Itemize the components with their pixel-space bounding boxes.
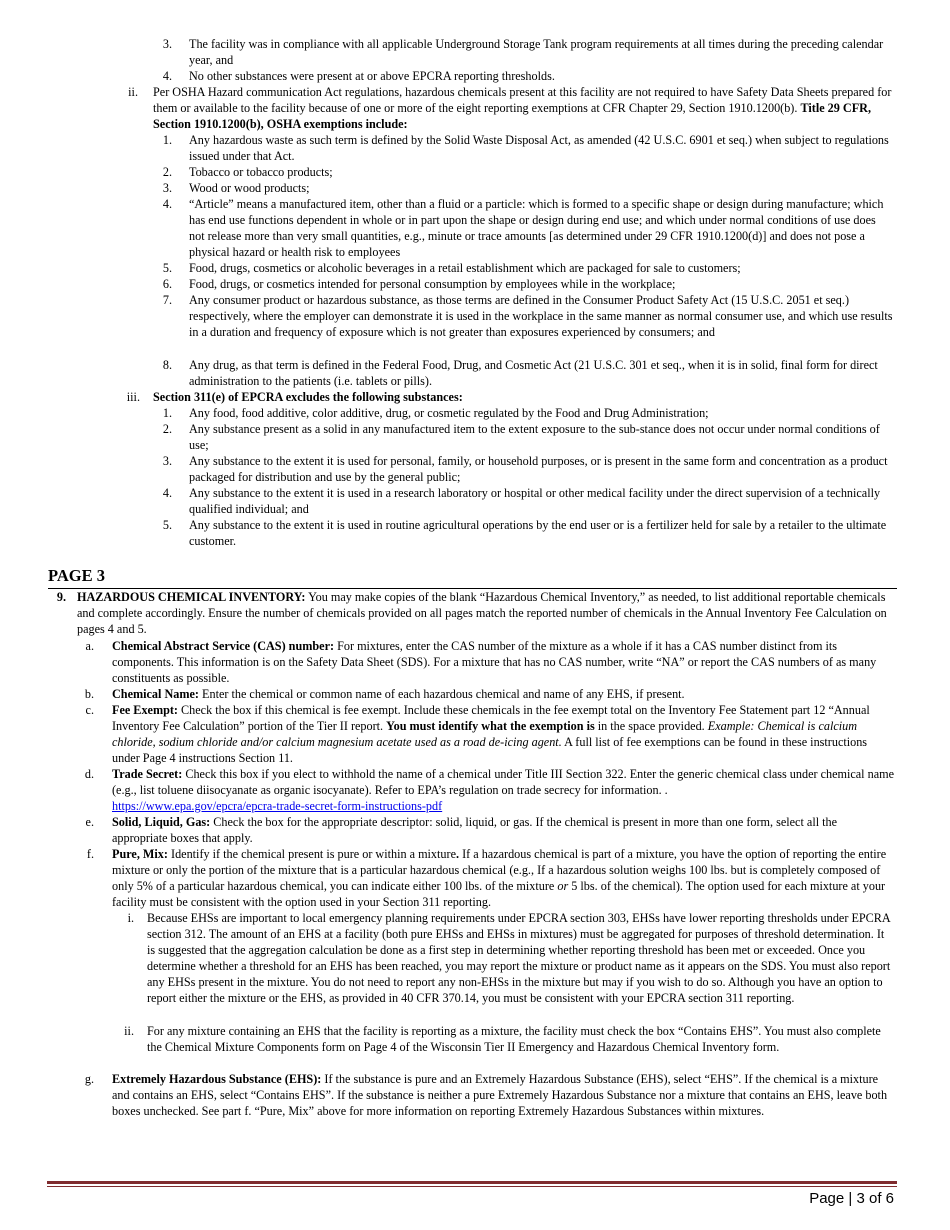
section-9-intro: HAZARDOUS CHEMICAL INVENTORY: You may make copies of the blank “Hazardous Chemical Inventory,” as needed, to list additional reportable chemicals and complete accordingly. Ensure the number of chemicals provided on all pages match the reported number of chemicals in the Annual Inventory Fee Calculation on pages 4 and 5.	[77, 590, 887, 636]
footer-divider-thick	[47, 1181, 897, 1184]
list-number: 3.	[162, 181, 172, 195]
list-number: 3.	[162, 37, 172, 51]
list-number: 2.	[162, 165, 172, 179]
list-letter: g.	[84, 1072, 94, 1086]
item-pure-mix: Pure, Mix: Identify if the chemical present is pure or within a mixture. If a hazardous chemical is part of a mixture, you have the option of reporting the entire mixture or only the portion of the mixture that is a particular hazardous chemical (e.g., If a hazardous solution weighs 100 lbs. but is completely composed of only 5% of a particular hazardous chemical, you can indicate either 100 lbs. of the mixture or 5 lbs. of the chemical). The option used for each mixture at your facility must be consistent with the option used in your Section 311 reporting.	[112, 847, 887, 909]
osha-exemption-item: Any hazardous waste as such term is defined by the Solid Waste Disposal Act, as amended (42 U.S.C. 6901 et seq.) when subject to regulations issued under that Act.	[189, 133, 889, 163]
pure-mix-contains-ehs: For any mixture containing an EHS that the facility is reporting as a mixture, the facility must check the box “Contains EHS”. You must also complete the Chemical Mixture Components form on Page 4 of the Wisconsin Tier II Emergency and Hazardous Chemical Inventory form.	[147, 1024, 881, 1054]
osha-exemption-item: “Article” means a manufactured item, other than a fluid or a particle: which is formed to a specific shape or design during manufacture; which has end use functions dependent in whole or in part upon the shape or design during end use; and which under normal conditions of use does not release more than very small quantities, e.g., minute or trace amounts [as determined under 29 CFR 1910.1200(d)] and does not pose a physical hazard or health risk to employees	[189, 197, 884, 259]
item-fee-exempt: Fee Exempt: Check the box if this chemical is fee exempt. Include these chemicals in the fee exempt total on the Inventory Fee Statement part 12 “Annual Inventory Fee Calculation” portion of the Tier II report. You must identify what the exemption is in the space provided. Example: Chemical is calcium chloride, sodium chloride and/or calcium magnesium acetate used as a road de-icing agent. A full list of fee exemptions can be found in these instructions under Page 4 instructions Section 11.	[112, 703, 870, 765]
item-chemical-name: Chemical Name: Enter the chemical or common name of each hazardous chemical and name of any EHS, if present.	[112, 687, 685, 701]
list-number: 7.	[162, 293, 172, 307]
page-3-heading: PAGE 3	[48, 566, 897, 589]
list-item-text: No other substances were present at or above EPCRA reporting thresholds.	[189, 69, 555, 83]
list-number: 4.	[162, 197, 172, 211]
section-311-item: Any substance to the extent it is used for personal, family, or household purposes, or is present in the same form and concentration as a product packaged for distribution and use by the general public;	[189, 454, 888, 484]
list-letter: a.	[85, 639, 94, 653]
section-311-item: Any food, food additive, color additive, drug, or cosmetic regulated by the Food and Drug Administration;	[189, 406, 709, 420]
list-letter: d.	[84, 767, 94, 781]
page-number: Page | 3 of 6	[809, 1190, 894, 1207]
list-number: 6.	[162, 277, 172, 291]
osha-exemption-item: Wood or wood products;	[189, 181, 310, 195]
osha-intro-bold: Title 29 CFR, Section 1910.1200(b), OSHA exemptions include:	[153, 101, 871, 131]
osha-exemption-item: Food, drugs, cosmetics or alcoholic beverages in a retail establishment which are packaged for sale to customers;	[189, 261, 741, 275]
list-number: 4.	[162, 69, 172, 83]
roman-numeral: ii.	[128, 85, 138, 99]
section-311-heading: Section 311(e) of EPCRA excludes the following substances:	[153, 390, 463, 404]
list-letter: f.	[86, 847, 94, 861]
section-311-item: Any substance to the extent it is used in a research laboratory or hospital or other medical facility under the direct supervision of a technically qualified individual; and	[189, 486, 881, 516]
list-letter: e.	[85, 815, 94, 829]
item-ehs: Extremely Hazardous Substance (EHS): If the substance is pure and an Extremely Hazardous Substance (EHS), select “EHS”. If the chemical is a mixture and contains an EHS, select “Contains EHS”. If the substance is neither a pure Extremely Hazardous Substance nor a mixture that contains an EHS, leave both boxes unchecked. See part f. “Pure, Mix” above for more information on reporting Extremely Hazardous Substances within mixtures.	[112, 1072, 888, 1118]
list-number: 4.	[162, 486, 172, 500]
list-number: 5.	[162, 261, 172, 275]
list-number: 1.	[162, 133, 172, 147]
list-letter: b.	[84, 687, 94, 701]
item-trade-secret: Trade Secret: Check this box if you elect to withhold the name of a chemical under Title III Section 322. Enter the generic chemical class under chemical name (e.g., list toluene diisocyanate as organic isocyanate). Refer to EPA’s regulation on trade secrecy for information. . https://www.epa.gov/epcra/epcra-trade-secret-form-instructions-pdf	[112, 767, 895, 813]
osha-intro: Per OSHA Hazard communication Act regulations, hazardous chemicals present at this facility are not required to have Safety Data Sheets prepared for them or available to the facility because of one or more of the eight reporting exemptions at CFR Chapter 29, Section 1910.1200(b). Title 29 CFR, Section 1910.1200(b), OSHA exemptions include:	[153, 85, 892, 131]
list-number: 8.	[162, 358, 172, 372]
section-number: 9.	[56, 590, 66, 604]
list-number: 2.	[162, 422, 172, 436]
roman-numeral: i.	[127, 911, 134, 925]
item-solid-liquid-gas: Solid, Liquid, Gas: Check the box for the appropriate descriptor: solid, liquid, or gas. If the chemical is present in more than one form, select all the appropriate boxes that apply.	[112, 815, 838, 845]
footer-divider-thin	[47, 1186, 897, 1187]
osha-exemption-item: Any drug, as that term is defined in the Federal Food, Drug, and Cosmetic Act (21 U.S.C. 301 et seq., when it is in solid, final form for direct administration to the patients (i.e. tablets or pills).	[189, 358, 878, 388]
list-letter: c.	[85, 703, 94, 717]
epa-trade-secret-link[interactable]: https://www.epa.gov/epcra/epcra-trade-secret-form-instructions-pdf	[112, 799, 443, 813]
list-number: 5.	[162, 518, 172, 532]
list-number: 3.	[162, 454, 172, 468]
osha-exemption-item: Tobacco or tobacco products;	[189, 165, 333, 179]
list-number: 1.	[162, 406, 172, 420]
roman-numeral: ii.	[124, 1024, 134, 1038]
roman-numeral: iii.	[126, 390, 140, 404]
osha-exemption-item: Food, drugs, or cosmetics intended for personal consumption by employees while in the workplace;	[189, 277, 676, 291]
item-cas-number: Chemical Abstract Service (CAS) number: For mixtures, enter the CAS number of the mixture as a whole if it has a CAS number distinct from its components. This information is on the Safety Data Sheet (SDS). For a mixture that has no CAS number, write “NA” or report the CAS numbers of as many constituents as possible.	[112, 639, 877, 685]
osha-exemption-item: Any consumer product or hazardous substance, as those terms are defined in the Consumer Product Safety Act (15 U.S.C. 2051 et seq.) respectively, where the employer can demonstrate it is used in the workplace in the same manner as normal consumer use, and which use results in a duration and frequency of exposure which is not greater than exposures experienced by consumers; and	[189, 293, 893, 339]
list-item-text: The facility was in compliance with all applicable Underground Storage Tank program requirements at all times during the preceding calendar year, and	[189, 37, 884, 67]
pure-mix-ehs-threshold: Because EHSs are important to local emergency planning requirements under EPCRA section 303, EHSs have lower reporting thresholds under EPCRA section 312. The amount of an EHS at a facility (both pure EHSs and EHSs in mixtures) must be aggregated for purposes of threshold determination. It is suggested that the aggregation calculation be done as a first step in determining whether reporting threshold has been met or exceeded. Once you determine whether a threshold for an EHS has been reached, you may report the mixture or product name as it appears on the SDS. You must also report any EHSs present in the mixture. You do not need to report any non-EHSs in the mixture but may if you wish to do so. Although you have an option to report either the mixture or the EHS, as provided in 40 CFR 370.14, you must be consistent with your EPCRA section 311 reporting.	[147, 911, 891, 1005]
section-311-item: Any substance to the extent it is used in routine agricultural operations by the end user or is a fertilizer held for sale by a retailer to the ultimate customer.	[189, 518, 887, 548]
section-311-item: Any substance present as a solid in any manufactured item to the extent exposure to the sub-stance does not occur under normal conditions of use;	[189, 422, 880, 452]
